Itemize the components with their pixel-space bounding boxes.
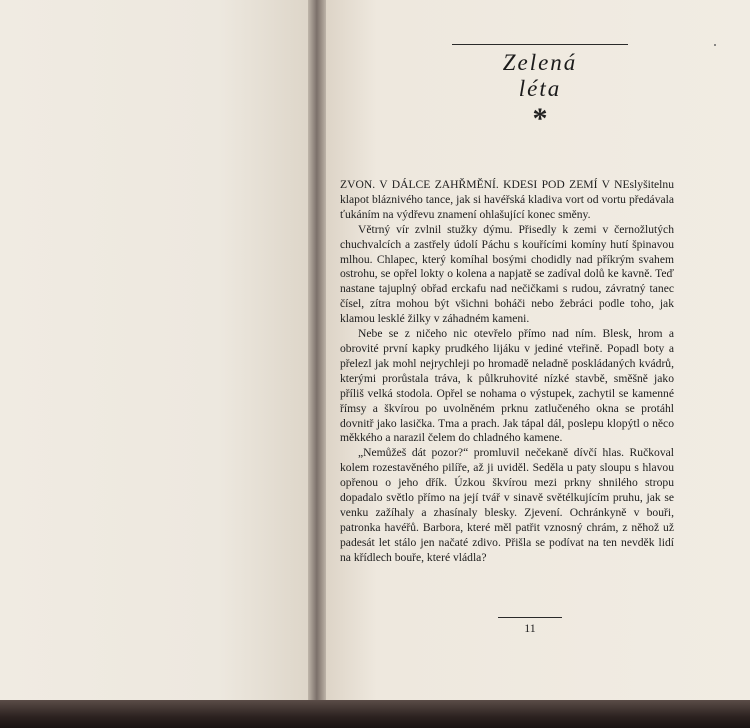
chapter-title-line2: léta [518,76,562,101]
left-page [0,0,312,700]
title-rule [452,44,628,45]
chapter-body [340,178,674,566]
paragraph-2: Větrný vír zvlnil stužky dýmu. Přisedly k zemi v černožlutých chuchvalcích a zastřely údolí Páchu s kouřícími komíny hutí špinavou mlhou. Chlapec, který komíhal bosými chodidly nad příkrým svahem ostrohu, se opřel lokty o kolena a napjatě se zadíval dolů ke kavně. Teď nastane tajuplný obřad erckafu nad nečičkami s rudou, závratný tanec čísel, zítra mohou být všichni boháči nebo žebráci podle toho, jak klamou lesklé žilky v záhadném kameni. [340,222,674,326]
chapter-title-line1: Zelená [502,50,578,75]
paragraph-1: ZVON. V DÁLCE ZAHŘMĚNÍ. KDESI POD ZEMÍ V NEslyšitelnu klapot bláznivého tance, jak si havéřská kladiva vort od vortu předávala ťukáním na výdřevu znamení ohlašující konec směny. [340,178,674,221]
paragraph-3: Nebe se z ničeho nic otevřelo přímo nad ním. Blesk, hrom a obrovité první kapky prudkého lijáku v jediné vteřině. Popadl boty a přelezl jak mohl nejrychleji po hromadě neladně poskládaných kvádrů, kterými prorůstala tráva, k půlkruhovité nízké stavbě, směšně jako příliš velká stodola. Opřel se nohama o výstupek, zachytil se kamenné římsy a škvírou po uvolněném prknu zatlučeného okna se protáhl dovnitř jako lasička. Tma a prach. Jak tápal dál, poslepu klopýtl o něco měkkého a narazil čelem do chladného kamene. [340,327,674,445]
paragraph-4: „Nemůžeš dát pozor?“ promluvil nečekaně dívčí hlas. Ručkoval kolem rozestavěného pilíře, až ji uviděl. Seděla u paty sloupu s hlavou opřenou o jeho dřík. Úzkou škvírou mezi prkny shnilého stropu dopadalo světlo přímo na její tvář v sinavě světélkujícím pruhu, jak se venku zažíhaly a zhasínaly blesky. Zjevení. Ochránkyně v bouři, patronka havéřů. Barbora, které měl patřit vznosný chrám, z něhož už padesát let stálo jen načaté zdivo. Přišla se podívat na ten nevděk lidí na křídlech bouře, které vládla? [340,446,674,564]
paper-speck [714,44,716,46]
page-bottom-edge [0,700,750,728]
page-number: 11 [524,621,536,635]
folio-rule [498,617,562,618]
asterisk-ornament: * [532,102,548,135]
chapter-title [452,50,628,102]
